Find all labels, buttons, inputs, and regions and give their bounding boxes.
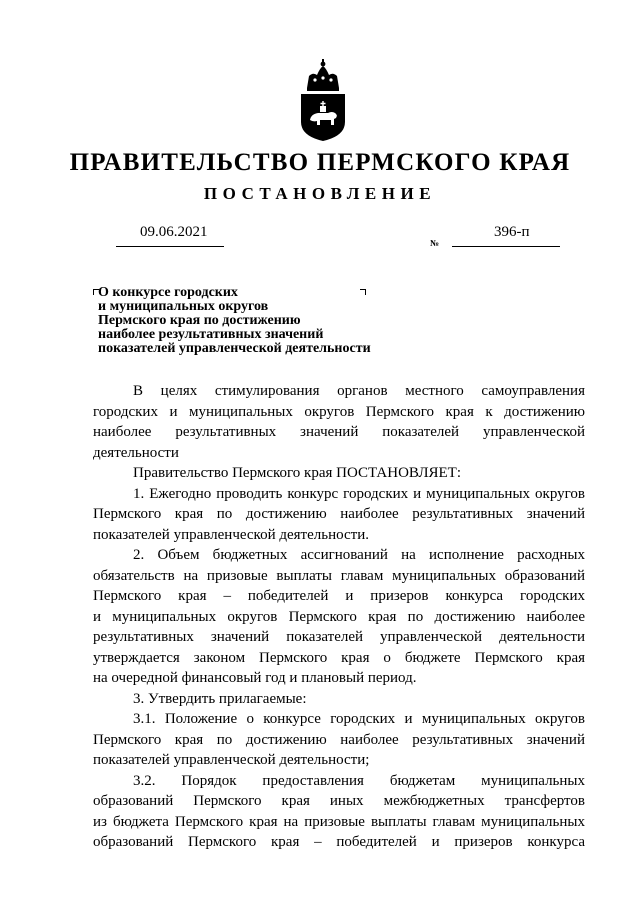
document-date: 09.06.2021 <box>140 224 208 240</box>
body-line: образований Пермского края – победителей и призеров конкурса <box>93 834 585 850</box>
subject-line: наиболее результативных значений <box>98 327 324 342</box>
subject-line: показателей управленческой деятельности <box>98 341 371 356</box>
number-underline <box>452 246 560 247</box>
subject-line: и муниципальных округов <box>98 299 269 314</box>
body-line: деятельности <box>93 444 179 461</box>
body-line: 1. Ежегодно проводить конкурс городских и муниципальных округов <box>133 485 585 502</box>
body-line: наиболее результативных значений показателей управленческой <box>93 424 585 440</box>
body-line: 2. Объем бюджетных ассигнований на исполнение расходных <box>133 547 585 563</box>
body-line: городских и муниципальных округов Пермского края к достижению <box>93 403 585 420</box>
body-line: В целях стимулирования органов местного самоуправления <box>133 383 585 399</box>
body-line: показателей управленческой деятельности. <box>93 526 369 543</box>
document-subject <box>98 286 371 356</box>
body-line: 3. Утвердить прилагаемые: <box>133 690 307 707</box>
body-line: Пермского края по достижению наиболее результативных значений <box>93 731 585 748</box>
document-type: ПОСТАНОВЛЕНИЕ <box>203 184 437 203</box>
body-line: показателей управленческой деятельности; <box>93 752 370 768</box>
body-line: результативных значений показателей управленческой деятельности <box>93 629 585 645</box>
subject-line: Пермского края по достижению <box>98 313 301 328</box>
date-underline <box>116 246 224 247</box>
body-line: Правительство Пермского края ПОСТАНОВЛЯЕТ: <box>133 465 462 481</box>
body-line: Пермского края по достижению наиболее результативных значений <box>93 506 585 522</box>
body-line: из бюджета Пермского края на призовые выплаты главам муниципальных <box>93 813 585 830</box>
government-title: ПРАВИТЕЛЬСТВО ПЕРМСКОГО КРАЯ <box>69 149 571 176</box>
body-line: образований Пермского края иных межбюджетных трансфертов <box>93 793 585 809</box>
subject-line: О конкурсе городских <box>98 285 238 300</box>
body-line: и муниципальных округов Пермского края по достижению наиболее <box>93 608 585 625</box>
body-line: на очередной финансовый год и плановый период. <box>93 670 417 686</box>
body-line: 3.2. Порядок предоставления бюджетам муниципальных <box>133 772 585 789</box>
coat-of-arms-icon <box>298 58 348 142</box>
document-number: 396-п <box>494 224 530 240</box>
body-line: Пермского края – победителей и призеров конкурса городских <box>93 588 585 604</box>
body-line: утверждается законом Пермского края о бюджете Пермского края <box>93 649 585 666</box>
document-body <box>93 381 585 853</box>
body-line: обязательств на призовые выплаты главам муниципальных образований <box>93 567 585 584</box>
number-sign: № <box>430 238 440 248</box>
body-line: 3.1. Положение о конкурсе городских и муниципальных округов <box>133 711 585 727</box>
